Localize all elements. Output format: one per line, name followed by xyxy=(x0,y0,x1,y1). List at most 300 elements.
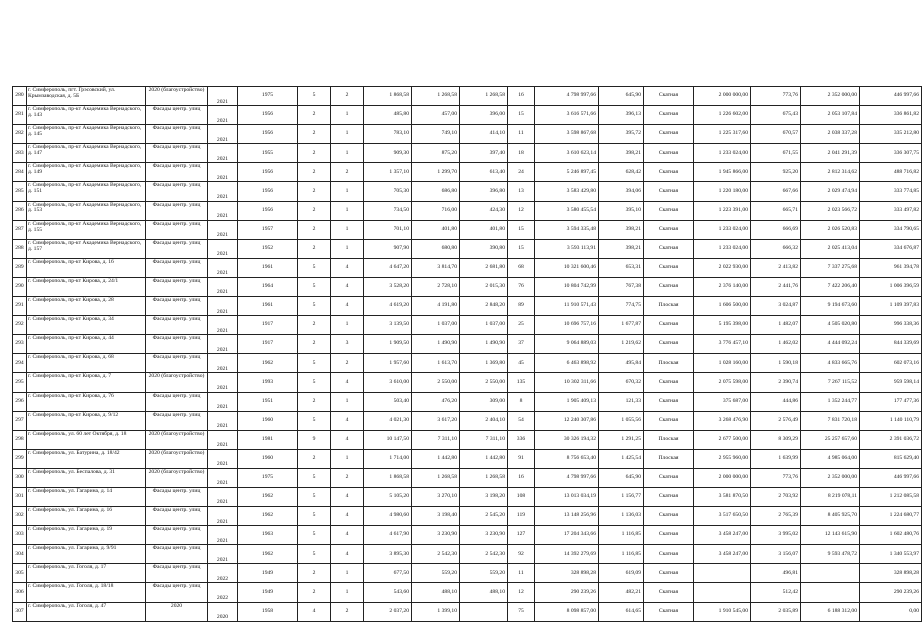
cell-work: Фасады центр. улиц xyxy=(146,487,208,506)
cell-work: 2020 (благоустройство) xyxy=(146,449,208,468)
table-row xyxy=(13,564,922,583)
cell-year-built: 1964 xyxy=(238,277,298,296)
cell-unit-cost: 628,42 xyxy=(599,163,644,182)
cell-num: 307 xyxy=(13,602,27,621)
cell-num: 291 xyxy=(13,297,27,316)
cell-address: г. Симферополь, пр-кт Кирова, д. 9/12 xyxy=(27,411,146,430)
cell-living-area: 686,80 xyxy=(412,182,460,201)
cell-unit-cost: 1 136,03 xyxy=(599,507,644,526)
cell-work: Фасады центр. улиц xyxy=(146,411,208,430)
table-row xyxy=(13,144,922,163)
cell-roof-area: 8 309,29 xyxy=(751,430,801,449)
cell-roof-type: Скатная xyxy=(644,258,694,277)
cell-total-area: 701,10 xyxy=(364,220,412,239)
table-row xyxy=(13,468,922,487)
table-row xyxy=(13,507,922,526)
cell-address: г. Симферополь, пр-кт Кирова, д. 34 xyxy=(27,316,146,335)
cell-address: г. Симферополь, пр-кт Академика Вернадского, д. 151 xyxy=(27,182,146,201)
cell-living-area2: 397,40 xyxy=(460,144,508,163)
cell-total-area: 5 105,20 xyxy=(364,487,412,506)
cell-cost: 30 326 194,32 xyxy=(535,430,599,449)
cell-plan: 2021 xyxy=(208,163,238,182)
cell-entrances: 2 xyxy=(331,163,364,182)
cell-work: 2020 xyxy=(146,602,208,621)
cell-living-area2: 2 404,10 xyxy=(460,411,508,430)
cell-roof-type: Плоская xyxy=(644,449,694,468)
cell-num: 299 xyxy=(13,449,27,468)
cell-entrances: 1 xyxy=(331,316,364,335)
cell-unit-cost: 482,21 xyxy=(599,583,644,602)
cell-floors: 2 xyxy=(298,583,331,602)
cell-unit-cost: 394,06 xyxy=(599,182,644,201)
cell-roof-cost: 3 458 247,00 xyxy=(694,545,751,564)
cell-residents: 11 xyxy=(508,125,535,144)
cell-cost3: 961 394,78 xyxy=(860,258,922,277)
cell-roof-type: Плоская xyxy=(644,430,694,449)
cell-roof-type: Скатная xyxy=(644,392,694,411)
cell-cost: 3 616 571,66 xyxy=(535,106,599,125)
cell-unit-cost: 1 677,87 xyxy=(599,316,644,335)
cell-num: 296 xyxy=(13,392,27,411)
cell-roof-type: Плоская xyxy=(644,297,694,316)
cell-cost3: 1 212 085,58 xyxy=(860,487,922,506)
cell-unit-cost: 619,09 xyxy=(599,564,644,583)
cell-num: 288 xyxy=(13,239,27,258)
cell-roof-cost: 1 220 180,00 xyxy=(694,182,751,201)
cell-year-built: 1961 xyxy=(238,258,298,277)
cell-roof-area: 2 765,39 xyxy=(751,507,801,526)
cell-address: г. Симферополь, пр-кт Академика Вернадского, д. 143 xyxy=(27,106,146,125)
cell-residents: 25 xyxy=(508,316,535,335)
cell-cost: 8 756 653,40 xyxy=(535,449,599,468)
cell-plan: 2021 xyxy=(208,545,238,564)
cell-plan: 2021 xyxy=(208,239,238,258)
cell-cost3: 336 861,82 xyxy=(860,106,922,125)
cell-work: Фасады центр. улиц xyxy=(146,583,208,602)
cell-cost: 6 463 898,92 xyxy=(535,354,599,373)
cell-residents: 45 xyxy=(508,354,535,373)
cell-total-area: 734,50 xyxy=(364,201,412,220)
cell-year-built: 1962 xyxy=(238,487,298,506)
table-row xyxy=(13,526,922,545)
cell-work: Фасады центр. улиц xyxy=(146,316,208,335)
cell-entrances: 4 xyxy=(331,258,364,277)
cell-num: 301 xyxy=(13,487,27,506)
cell-roof-area: 675,43 xyxy=(751,106,801,125)
table-row xyxy=(13,602,922,621)
cell-year-built: 1993 xyxy=(238,373,298,392)
cell-year-built: 1951 xyxy=(238,392,298,411)
cell-floors: 5 xyxy=(298,411,331,430)
cell-work: Фасады центр. улиц xyxy=(146,220,208,239)
cell-living-area: 3 814,70 xyxy=(412,258,460,277)
cell-total-area: 485,80 xyxy=(364,106,412,125)
cell-total-area: 1 868,58 xyxy=(364,468,412,487)
cell-roof-area: 1 462,02 xyxy=(751,335,801,354)
cell-plan: 2021 xyxy=(208,106,238,125)
cell-cost: 13 013 034,19 xyxy=(535,487,599,506)
cell-total-area: 783,10 xyxy=(364,125,412,144)
cell-living-area2: 2 681,80 xyxy=(460,258,508,277)
cell-cost3: 1 224 680,77 xyxy=(860,507,922,526)
cell-cost: 14 392 279,69 xyxy=(535,545,599,564)
cell-address: г. Симферополь, пр-кт Академика Вернадского, д. 149 xyxy=(27,163,146,182)
table-row xyxy=(13,430,922,449)
cell-total-area: 907,90 xyxy=(364,239,412,258)
cell-entrances: 1 xyxy=(331,583,364,602)
cell-roof-area: 925,20 xyxy=(751,163,801,182)
table-row xyxy=(13,487,922,506)
cell-roof-area: 2 703,92 xyxy=(751,487,801,506)
cell-cost: 10 804 742,99 xyxy=(535,277,599,296)
cell-address: г. Симферополь, ул. Гагарина, д. 14 xyxy=(27,487,146,506)
cell-roof-type: Скатная xyxy=(644,468,694,487)
cell-entrances: 3 xyxy=(331,335,364,354)
cell-roof-type: Скатная xyxy=(644,316,694,335)
cell-living-area2: 488,10 xyxy=(460,583,508,602)
cell-roof-cost: 2 955 960,00 xyxy=(694,449,751,468)
cell-cost3: 335 212,80 xyxy=(860,125,922,144)
cell-work: Фасады центр. улиц xyxy=(146,354,208,373)
cell-unit-cost: 614,65 xyxy=(599,602,644,621)
cell-roof-area: 665,71 xyxy=(751,201,801,220)
cell-cost2: 2 025 413,04 xyxy=(801,239,860,258)
cell-living-area: 3 198,40 xyxy=(412,507,460,526)
cell-living-area: 3 230,90 xyxy=(412,526,460,545)
cell-plan: 2021 xyxy=(208,526,238,545)
cell-entrances: 1 xyxy=(331,449,364,468)
cell-residents: 119 xyxy=(508,507,535,526)
cell-residents: 15 xyxy=(508,220,535,239)
cell-plan: 2021 xyxy=(208,487,238,506)
cell-address: г. Симферополь, ул. Гоголя, д. 47 xyxy=(27,602,146,621)
cell-cost2: 2 812 314,62 xyxy=(801,163,860,182)
cell-unit-cost: 1 116,85 xyxy=(599,526,644,545)
cell-roof-cost: 3 458 247,00 xyxy=(694,526,751,545)
cell-plan: 2021 xyxy=(208,182,238,201)
cell-plan: 2021 xyxy=(208,335,238,354)
cell-entrances: 1 xyxy=(331,125,364,144)
cell-floors: 5 xyxy=(298,507,331,526)
table-row xyxy=(13,182,922,201)
cell-roof-cost xyxy=(694,564,751,583)
cell-cost2: 8 219 078,11 xyxy=(801,487,860,506)
cell-floors: 2 xyxy=(298,392,331,411)
cell-residents: 92 xyxy=(508,545,535,564)
cell-cost3: 1 006 396,59 xyxy=(860,277,922,296)
cell-living-area2: 2 848,20 xyxy=(460,297,508,316)
cell-roof-cost: 2 677 500,00 xyxy=(694,430,751,449)
cell-total-area: 909,30 xyxy=(364,144,412,163)
cell-num: 304 xyxy=(13,545,27,564)
cell-roof-cost: 1 233 024,00 xyxy=(694,220,751,239)
cell-residents: 127 xyxy=(508,526,535,545)
cell-living-area: 716,00 xyxy=(412,201,460,220)
cell-living-area: 1 442,80 xyxy=(412,449,460,468)
cell-plan: 2021 xyxy=(208,507,238,526)
cell-roof-cost: 1 606 500,00 xyxy=(694,297,751,316)
cell-address: г. Симферополь, пр-кт Кирова, д. 44 xyxy=(27,335,146,354)
cell-living-area2: 309,00 xyxy=(460,392,508,411)
cell-entrances: 4 xyxy=(331,277,364,296)
cell-unit-cost: 1 425,54 xyxy=(599,449,644,468)
cell-num: 287 xyxy=(13,220,27,239)
cell-roof-cost: 1 226 602,00 xyxy=(694,106,751,125)
cell-cost2: 1 352 244,77 xyxy=(801,392,860,411)
cell-living-area: 1 268,58 xyxy=(412,468,460,487)
cell-work: Фасады центр. улиц xyxy=(146,106,208,125)
cell-unit-cost: 645,90 xyxy=(599,87,644,106)
cell-roof-cost: 1 225 317,60 xyxy=(694,125,751,144)
cell-year-built: 1956 xyxy=(238,182,298,201)
cell-living-area2: 390,80 xyxy=(460,239,508,258)
cell-plan: 2021 xyxy=(208,449,238,468)
cell-roof-area: 2 413,82 xyxy=(751,258,801,277)
cell-cost3: 333 774,85 xyxy=(860,182,922,201)
table-row xyxy=(13,201,922,220)
table-row xyxy=(13,297,922,316)
table-body xyxy=(13,87,922,622)
cell-address: г. Симферополь, пгт. Грэсовский, ул. Крымзаводская, д. 5Б xyxy=(27,87,146,106)
cell-cost2: 2 038 337,28 xyxy=(801,125,860,144)
table-row xyxy=(13,87,922,106)
cell-cost2: 4 444 092,24 xyxy=(801,335,860,354)
cell-cost2: 2 053 107,84 xyxy=(801,106,860,125)
cell-living-area: 559,20 xyxy=(412,564,460,583)
table-row xyxy=(13,220,922,239)
cell-plan: 2021 xyxy=(208,87,238,106)
cell-cost2: 8 405 925,70 xyxy=(801,507,860,526)
cell-unit-cost: 1 219,62 xyxy=(599,335,644,354)
cell-roof-area: 667,66 xyxy=(751,182,801,201)
cell-num: 284 xyxy=(13,163,27,182)
cell-living-area2: 3 230,90 xyxy=(460,526,508,545)
cell-entrances: 4 xyxy=(331,411,364,430)
cell-floors: 5 xyxy=(298,545,331,564)
cell-year-built: 1955 xyxy=(238,144,298,163)
cell-cost3: 333 497,82 xyxy=(860,201,922,220)
cell-work: Фасады центр. улиц xyxy=(146,335,208,354)
cell-roof-cost: 2 376 140,00 xyxy=(694,277,751,296)
cell-living-area: 749,10 xyxy=(412,125,460,144)
cell-roof-type: Скатная xyxy=(644,373,694,392)
cell-living-area2: 2 015,30 xyxy=(460,277,508,296)
cell-cost: 328 898,28 xyxy=(535,564,599,583)
cell-living-area2: 7 311,10 xyxy=(460,430,508,449)
cell-work: Фасады центр. улиц xyxy=(146,507,208,526)
cell-living-area2 xyxy=(460,602,508,621)
cell-living-area2: 1 442,80 xyxy=(460,449,508,468)
cell-work: 2020 (благоустройство) xyxy=(146,87,208,106)
cell-roof-area: 671,55 xyxy=(751,144,801,163)
cell-roof-area: 666,69 xyxy=(751,220,801,239)
cell-living-area: 1 613,70 xyxy=(412,354,460,373)
cell-roof-type: Плоская xyxy=(644,354,694,373)
cell-cost2: 2 041 291,39 xyxy=(801,144,860,163)
cell-roof-area: 666,32 xyxy=(751,239,801,258)
cell-num: 298 xyxy=(13,430,27,449)
cell-address: г. Симферополь, пр-кт Академика Вернадского, д. 153 xyxy=(27,201,146,220)
cell-roof-type: Скатная xyxy=(644,583,694,602)
cell-address: г. Симферополь, ул. 60 лет Октября, д. 18 xyxy=(27,430,146,449)
cell-entrances: 1 xyxy=(331,182,364,201)
cell-roof-cost: 2 000 000,00 xyxy=(694,468,751,487)
cell-floors: 5 xyxy=(298,277,331,296)
cell-floors: 5 xyxy=(298,354,331,373)
cell-address: г. Симферополь, пр-кт Академика Вернадского, д. 157 xyxy=(27,239,146,258)
cell-cost: 10 321 600,46 xyxy=(535,258,599,277)
cell-total-area: 705,30 xyxy=(364,182,412,201)
cell-cost3: 328 898,28 xyxy=(860,564,922,583)
cell-total-area: 3 528,20 xyxy=(364,277,412,296)
cell-roof-cost: 3 268 476,90 xyxy=(694,411,751,430)
cell-work: Фасады центр. улиц xyxy=(146,392,208,411)
cell-cost3: 2 391 036,72 xyxy=(860,430,922,449)
cell-residents: 16 xyxy=(508,87,535,106)
cell-address: г. Симферополь, пр-кт Академика Вернадского, д. 155 xyxy=(27,220,146,239)
cell-entrances: 1 xyxy=(331,220,364,239)
cell-total-area: 1 909,50 xyxy=(364,335,412,354)
cell-roof-cost: 3 581 870,50 xyxy=(694,487,751,506)
cell-cost: 3 610 623,14 xyxy=(535,144,599,163)
cell-roof-type: Скатная xyxy=(644,239,694,258)
cell-address: г. Симферополь, пр-кт Кирова, д. 76 xyxy=(27,392,146,411)
cell-num: 300 xyxy=(13,468,27,487)
cell-unit-cost: 398,21 xyxy=(599,239,644,258)
cell-num: 283 xyxy=(13,144,27,163)
table-row xyxy=(13,125,922,144)
cell-residents: 11 xyxy=(508,564,535,583)
cell-living-area: 476,20 xyxy=(412,392,460,411)
cell-unit-cost: 495,84 xyxy=(599,354,644,373)
cell-total-area: 10 147,50 xyxy=(364,430,412,449)
table-row xyxy=(13,354,922,373)
cell-cost2: 9 593 478,72 xyxy=(801,545,860,564)
cell-living-area2: 1 037,00 xyxy=(460,316,508,335)
cell-entrances: 2 xyxy=(331,87,364,106)
cell-living-area: 1 399,10 xyxy=(412,602,460,621)
cell-year-built: 1956 xyxy=(238,201,298,220)
cell-living-area: 1 037,00 xyxy=(412,316,460,335)
cell-plan: 2021 xyxy=(208,373,238,392)
cell-roof-cost: 375 687,00 xyxy=(694,392,751,411)
cell-address: г. Симферополь, ул. Беспалова, д. 31 xyxy=(27,468,146,487)
cell-cost3: 1 109 397,83 xyxy=(860,297,922,316)
cell-cost3: 0,00 xyxy=(860,602,922,621)
cell-num: 294 xyxy=(13,354,27,373)
table-row xyxy=(13,392,922,411)
cell-num: 295 xyxy=(13,373,27,392)
cell-roof-type: Скатная xyxy=(644,144,694,163)
cell-unit-cost: 1 116,85 xyxy=(599,545,644,564)
cell-work: Фасады центр. улиц xyxy=(146,163,208,182)
cell-living-area: 4 191,80 xyxy=(412,297,460,316)
cell-total-area: 503,40 xyxy=(364,392,412,411)
cell-entrances: 1 xyxy=(331,564,364,583)
cell-living-area: 401,80 xyxy=(412,220,460,239)
cell-roof-area: 2 576,49 xyxy=(751,411,801,430)
cell-work: 2020 (благоустройство) xyxy=(146,373,208,392)
cell-roof-type: Скатная xyxy=(644,106,694,125)
cell-residents: 336 xyxy=(508,430,535,449)
cell-residents: 18 xyxy=(508,144,535,163)
cell-roof-type: Скатная xyxy=(644,182,694,201)
cell-work: Фасады центр. улиц xyxy=(146,545,208,564)
cell-cost: 3 598 867,68 xyxy=(535,125,599,144)
cell-unit-cost: 1 055,56 xyxy=(599,411,644,430)
cell-year-built: 1917 xyxy=(238,316,298,335)
cell-cost2 xyxy=(801,583,860,602)
cell-work: 2020 (благоустройство) xyxy=(146,468,208,487)
cell-floors: 2 xyxy=(298,144,331,163)
cell-entrances: 4 xyxy=(331,526,364,545)
cell-cost: 4 798 997,66 xyxy=(535,468,599,487)
cell-living-area2: 1 490,90 xyxy=(460,335,508,354)
cell-num: 306 xyxy=(13,583,27,602)
cell-roof-cost: 5 195 398,00 xyxy=(694,316,751,335)
table-row xyxy=(13,106,922,125)
cell-year-built: 1975 xyxy=(238,87,298,106)
cell-cost: 5 246 897,45 xyxy=(535,163,599,182)
cell-total-area: 1 957,60 xyxy=(364,354,412,373)
cell-floors: 5 xyxy=(298,87,331,106)
cell-entrances: 4 xyxy=(331,545,364,564)
cell-address: г. Симферополь, пр-кт Кирова, д. 68 xyxy=(27,354,146,373)
cell-cost2: 2 029 474,94 xyxy=(801,182,860,201)
cell-address: г. Симферополь, ул. Гоголя, д. 18/18 xyxy=(27,583,146,602)
cell-cost: 12 240 307,86 xyxy=(535,411,599,430)
cell-living-area2: 2 545,20 xyxy=(460,507,508,526)
cell-total-area: 4 617,90 xyxy=(364,526,412,545)
cell-residents: 15 xyxy=(508,239,535,258)
cell-cost3: 488 716,82 xyxy=(860,163,922,182)
cell-roof-type: Скатная xyxy=(644,277,694,296)
cell-total-area: 3 139,50 xyxy=(364,316,412,335)
table-row xyxy=(13,316,922,335)
cell-plan: 2021 xyxy=(208,297,238,316)
cell-cost3: 334 790,65 xyxy=(860,220,922,239)
cell-roof-area: 670,57 xyxy=(751,125,801,144)
cell-work: Фасады центр. улиц xyxy=(146,564,208,583)
cell-cost: 3 593 113,91 xyxy=(535,239,599,258)
cell-cost2: 4 985 064,00 xyxy=(801,449,860,468)
cell-address: г. Симферополь, пр-кт Академика Вернадского, д. 145 xyxy=(27,125,146,144)
cell-roof-type: Скатная xyxy=(644,163,694,182)
cell-living-area2: 3 198,20 xyxy=(460,487,508,506)
cell-cost3: 177 477,36 xyxy=(860,392,922,411)
cell-cost: 10 302 311,66 xyxy=(535,373,599,392)
cell-living-area2: 396,80 xyxy=(460,182,508,201)
cell-cost: 3 594 335,48 xyxy=(535,220,599,239)
cell-year-built: 1956 xyxy=(238,163,298,182)
cell-cost: 3 580 455,54 xyxy=(535,201,599,220)
cell-roof-area: 1 590,18 xyxy=(751,354,801,373)
cell-address: г. Симферополь, ул. Гагарина, д. 9/91 xyxy=(27,545,146,564)
cell-residents: 8 xyxy=(508,392,535,411)
cell-unit-cost: 653,31 xyxy=(599,258,644,277)
cell-roof-cost: 2 022 930,00 xyxy=(694,258,751,277)
cell-cost: 8 098 857,00 xyxy=(535,602,599,621)
cell-plan: 2021 xyxy=(208,411,238,430)
cell-num: 303 xyxy=(13,526,27,545)
table-row xyxy=(13,373,922,392)
cell-cost2: 4 505 020,80 xyxy=(801,316,860,335)
cell-floors: 5 xyxy=(298,526,331,545)
cell-floors: 2 xyxy=(298,335,331,354)
cell-work: Фасады центр. улиц xyxy=(146,297,208,316)
cell-cost2: 7 337 275,68 xyxy=(801,258,860,277)
cell-total-area: 3 895,30 xyxy=(364,545,412,564)
